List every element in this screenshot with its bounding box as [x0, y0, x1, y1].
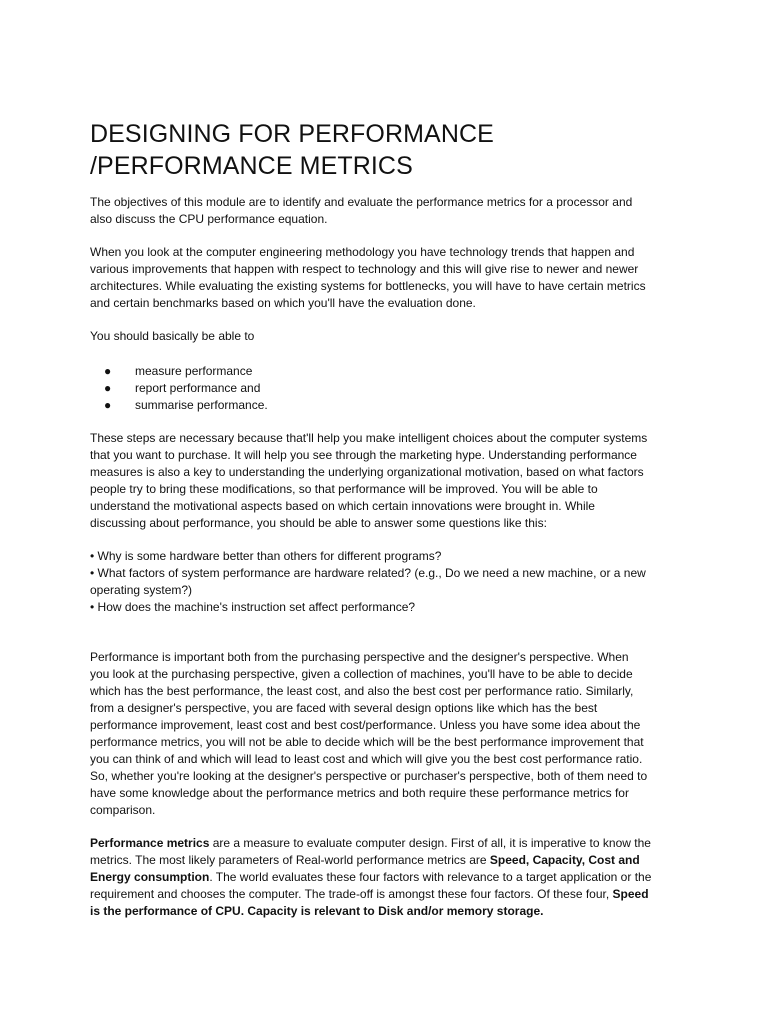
metrics-text-2: . The world evaluates these four factors with relevance to a target application or the requirement and chooses the computer. The trade-off is amongst these four factors. Of these four,	[90, 870, 652, 901]
bullet-icon: ●	[104, 381, 112, 395]
metrics-paragraph	[90, 835, 690, 920]
question-item: • Why is some hardware better than others for different programs?	[90, 549, 442, 563]
methodology-paragraph: When you look at the computer engineering methodology you have technology trends that happen and various improvements that happen with respect to technology and this will give rise to newer and newer architectures. While evaluating the existing systems for bottlenecks, you will have to have certain metrics and certain benchmarks based on which you'll have the evaluation done.	[90, 245, 646, 310]
title-line-2: /PERFORMANCE METRICS	[90, 152, 413, 180]
metrics-parameters: Speed, Capacity, Cost and Energy consumption	[90, 853, 640, 884]
list-item	[104, 380, 690, 397]
list-item	[104, 363, 690, 380]
metrics-text-1: are a measure to evaluate computer design. First of all, it is imperative to know the metrics. The most likely parameters of Real-world performance metrics are	[90, 836, 651, 867]
steps-paragraph: These steps are necessary because that'll help you make intelligent choices about the computer systems that you want to purchase. It will help you see through the marketing hype. Understanding performance measures is also a key to understanding the underlying organizational motivation, based on what factors people try to bring these modifications, so that performance will be improved. You will be able to understand the motivational aspects based on which certain innovations were brought in. While discussing about performance, you should be able to answer some questions like this:	[90, 431, 648, 530]
metrics-term: Performance metrics	[90, 836, 210, 850]
list-item-text: summarise performance.	[135, 398, 268, 412]
list-item-text: measure performance	[135, 364, 253, 378]
page-title	[90, 118, 690, 182]
questions-list	[90, 548, 690, 616]
bullet-list	[90, 363, 690, 414]
objectives-paragraph: The objectives of this module are to identify and evaluate the performance metrics for a processor and also discuss the CPU performance equation.	[90, 195, 633, 226]
title-line-1: DESIGNING FOR PERFORMANCE	[90, 120, 494, 148]
question-item: • How does the machine's instruction set affect performance?	[90, 600, 416, 614]
bullet-icon: ●	[104, 364, 112, 378]
document-page	[90, 118, 690, 920]
bullet-icon: ●	[104, 398, 112, 412]
able-to-paragraph: You should basically be able to	[90, 329, 255, 343]
metrics-speed-definition: Speed is the performance of CPU. Capacity is relevant to Disk and/or memory storage.	[90, 887, 649, 918]
question-item: • What factors of system performance are hardware related? (e.g., Do we need a new machine, or a new operating system?)	[90, 566, 646, 597]
list-item	[104, 397, 690, 414]
list-item-text: report performance and	[135, 381, 261, 395]
importance-paragraph: Performance is important both from the purchasing perspective and the designer's perspective. When you look at the purchasing perspective, given a collection of machines, you'll have to be able to decide which has the best performance, the least cost, and also the best cost per performance ratio. Similarly, from a designer's perspective, you are faced with several design options like which has the best performance improvement, least cost and best cost/performance. Unless you have some idea about the performance metrics, you will not be able to decide which will be the best performance improvement that you can think of and which will lead to least cost and which will give you the best cost performance ratio. So, whether you're looking at the designer's perspective or purchaser's perspective, both of them need to have some knowledge about the performance metrics and both require these performance metrics for comparison.	[90, 650, 648, 817]
